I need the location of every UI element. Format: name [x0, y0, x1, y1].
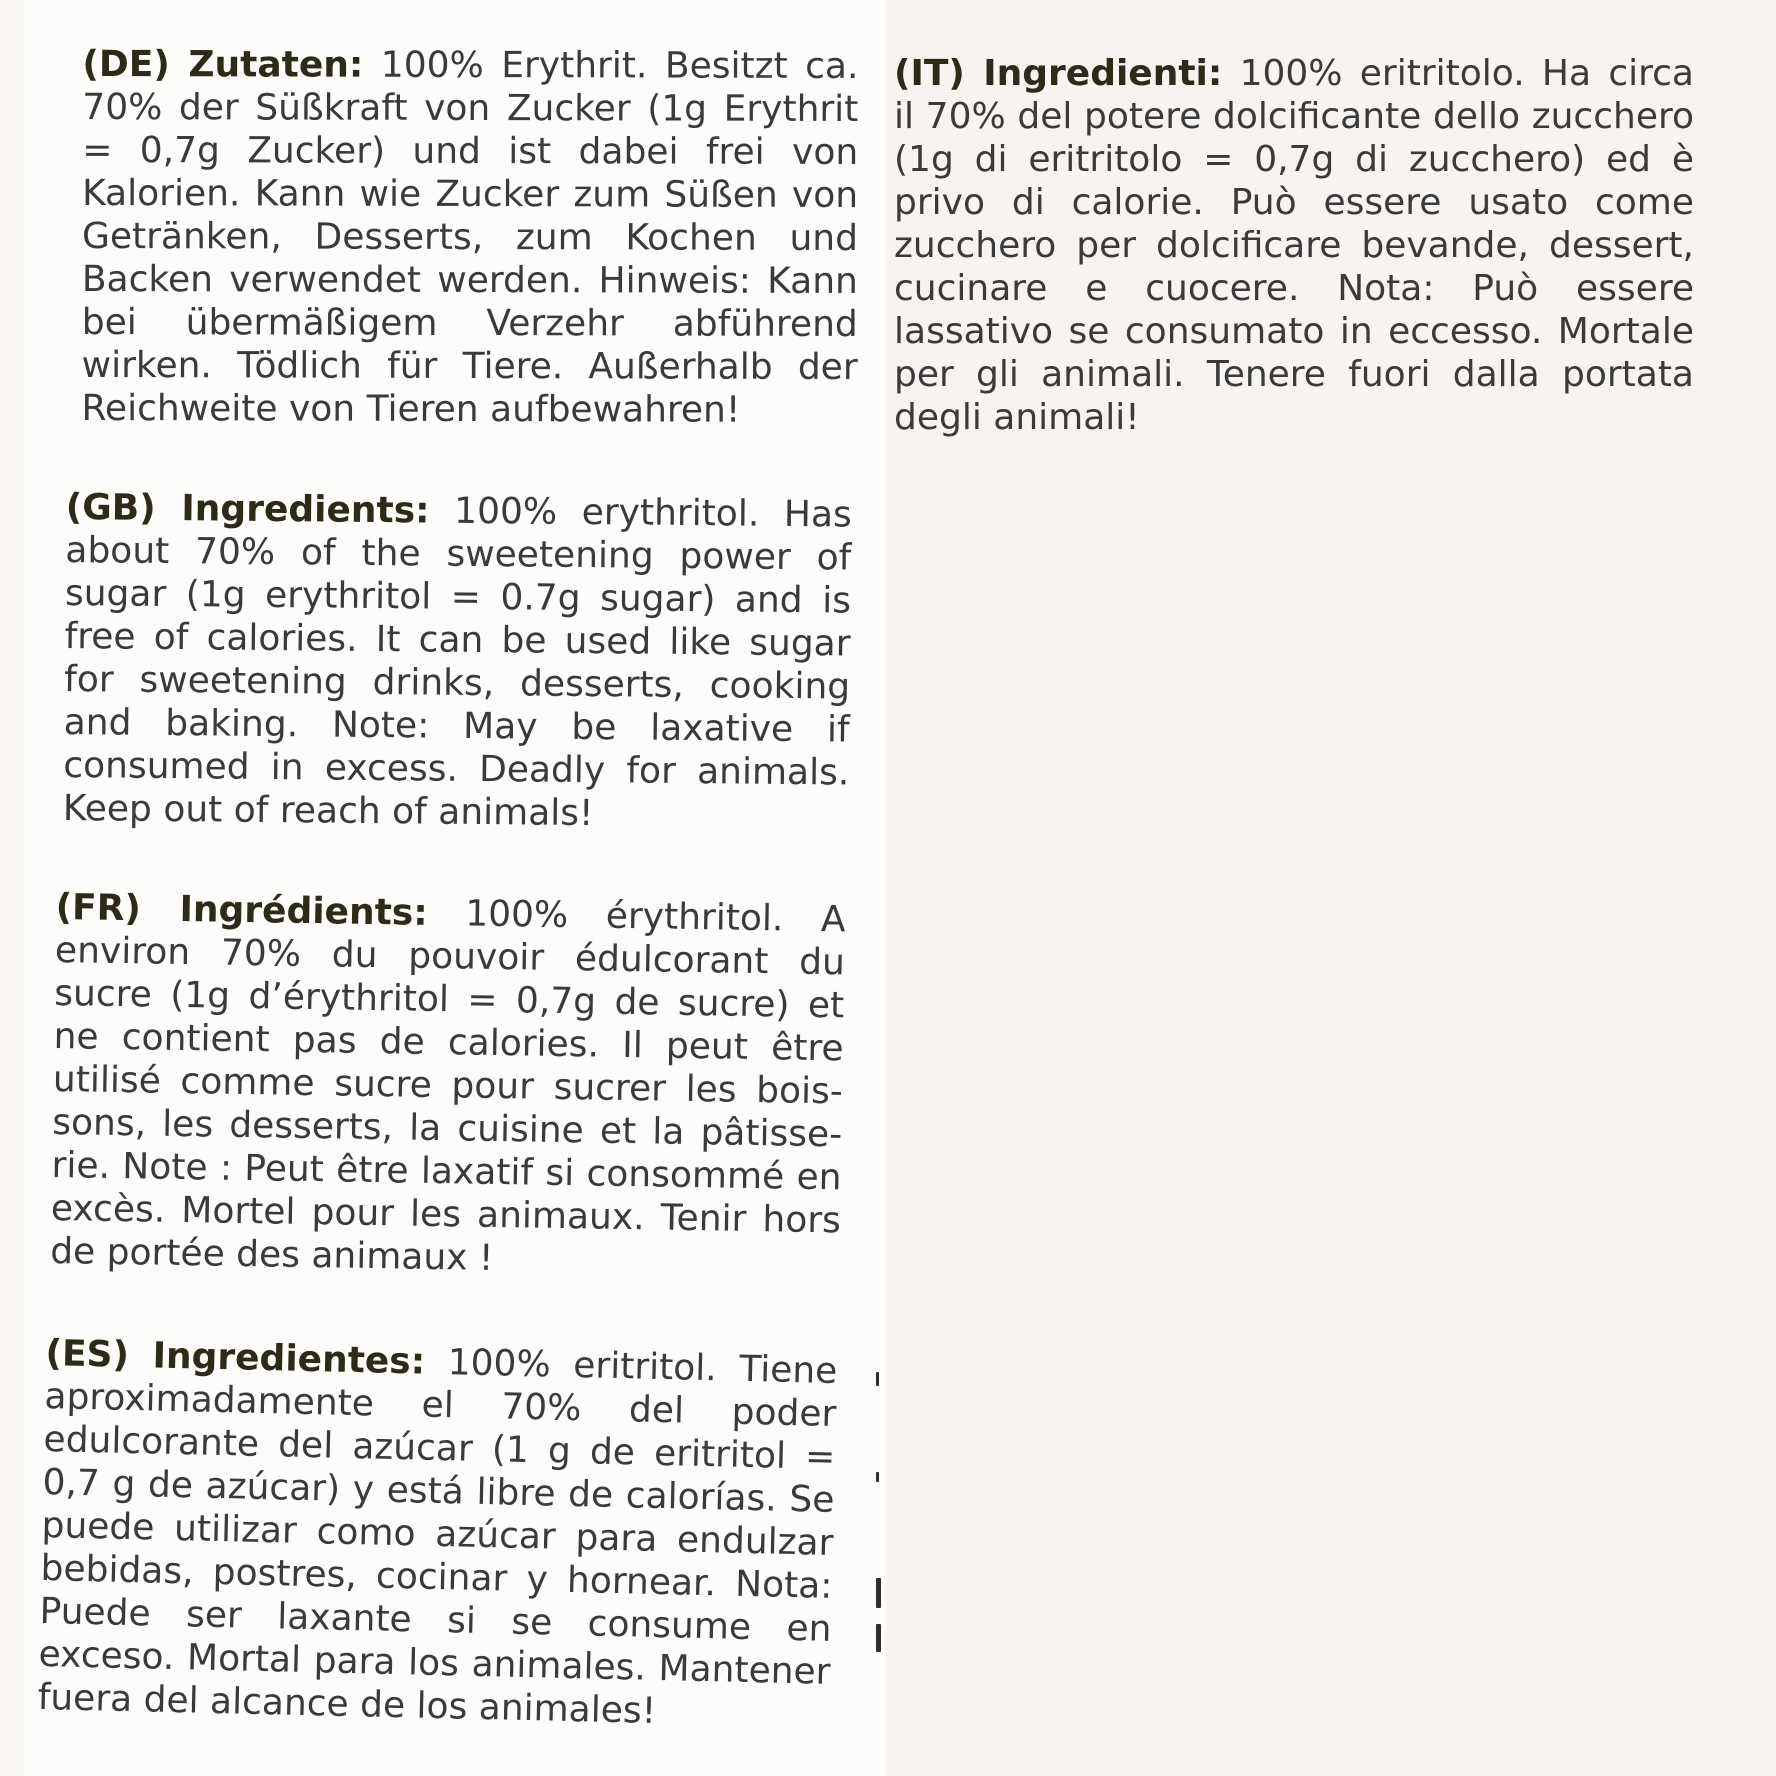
ingredients-gb — [63, 486, 852, 838]
ingredients-fr-text: 100% érythritol. A environ 70% du pouvoir édulcorant du sucre (1g d’érythritol = 0,7g de sucre) et ne contient pas de calories. Il peut être utilisé comme sucre pour sucrer les boissons, les desserts, la cuisine et la pâtisserie. Note : Peut être laxatif si consommé en excès. Mortel pour les animaux. Tenir hors de portée des animaux ! — [49, 892, 846, 1279]
ingredients-de — [81, 43, 858, 432]
ingredients-de-text: 100% Erythrit. Besitzt ca. 70% der Süßkraft von Zucker (1g Erythrit = 0,7g Zucker) und ist dabei frei von Kalorien. Kann wie Zucker zum Süßen von Getränken, Desserts, zum Kochen und Backen verwendet werden. Hinweis: Kann bei übermäßigem Verzehr abführend wirken. Tödlich für Tiere. Außerhalb der Reichweite von Tieren aufbewahren! — [81, 44, 859, 431]
ingredients-es-label: (ES) Ingredientes: — [45, 1332, 426, 1383]
ingredients-es — [37, 1332, 838, 1737]
ingredients-fr-label: (FR) Ingrédients: — [55, 886, 429, 934]
ingredients-it-text: 100% eritritolo. Ha circa il 70% del potere dolcificante dello zucchero (1g di eritritolo = 0,7g di zucchero) ed è privo di calorie. Può essere usato come zucchero per dolcificare bevande, dessert, cucinare e cuocere. Nota: Può essere lassativo se consumato in eccesso. Mortale per gli animali. Tenere fuori dalla portata degli animali! — [894, 53, 1694, 438]
ingredients-de-label: (DE) Zutaten: — [82, 43, 364, 86]
ingredients-fr — [50, 886, 846, 1285]
ingredients-it-label: (IT) Ingredienti: — [894, 53, 1223, 94]
edge-mark — [876, 1472, 879, 1482]
ingredients-gb-text: 100% erythritol. Has about 70% of the sweetening power of sugar (1g erythritol = 0.7g sugar) and is free of calories. It can be used like sugar for sweetening drinks, desserts, cooking and baking. Note: May be laxative if consumed in excess. Deadly for animals. Keep out of reach of animals! — [62, 490, 852, 835]
ingredients-es-text: 100% eritritol. Tiene aproximadamente el 70% del poder edulcorante del azúcar (1 g de eritritol = 0,7 g de azúcar) y está libre de calorías. Se puede utilizar como azúcar para endulzar bebidas, postres, cocinar y hornear. Nota: Puede ser laxante si se consume en exceso. Mortal para los animales. Mantener fuera del alcance de los animales! — [37, 1341, 838, 1732]
edge-mark — [876, 1624, 881, 1652]
ingredients-gb-label: (GB) Ingredients: — [65, 486, 430, 532]
edge-mark — [876, 1578, 881, 1608]
edge-mark — [876, 1372, 879, 1386]
ingredients-it — [894, 52, 1694, 439]
